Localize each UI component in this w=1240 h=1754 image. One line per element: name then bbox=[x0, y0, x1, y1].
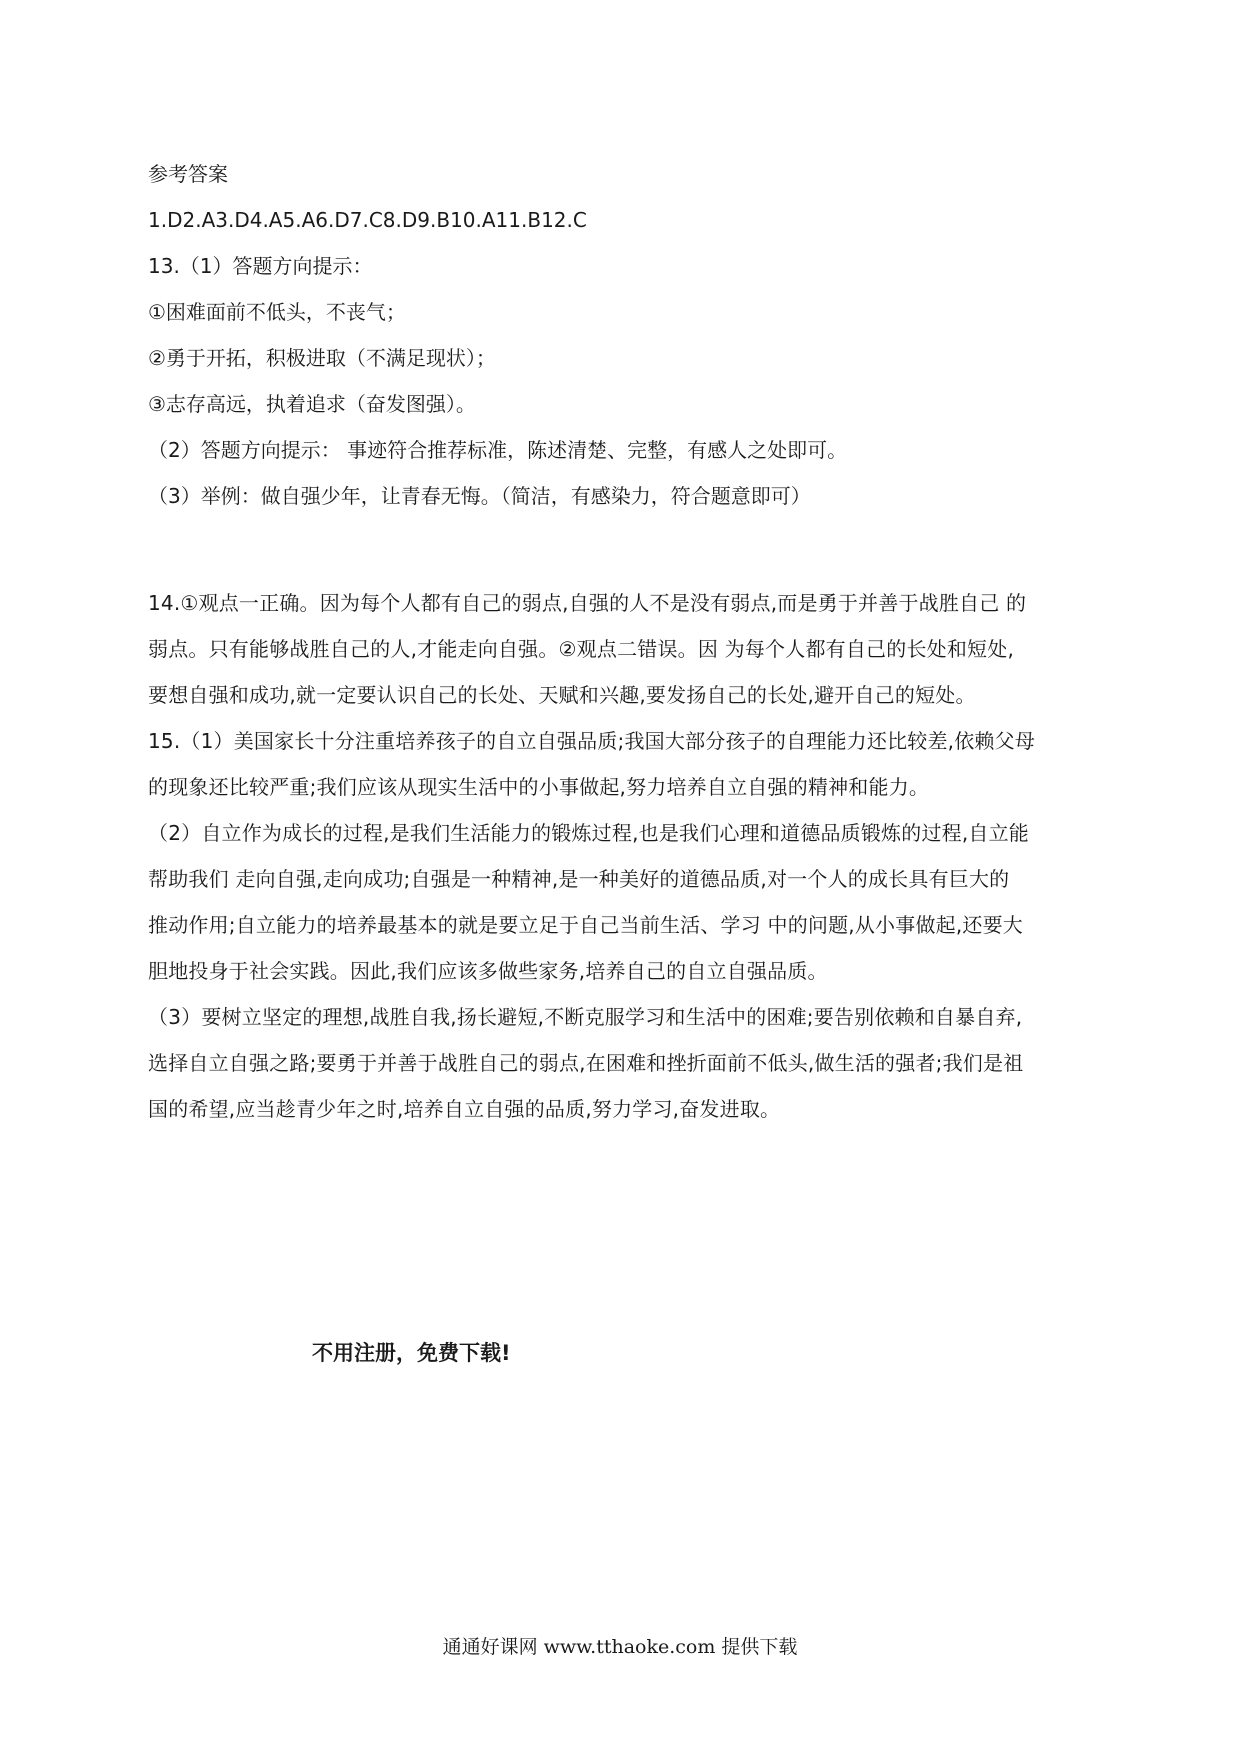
q15-part3 bbox=[148, 994, 1098, 1132]
q13-item-2: ②勇于开拓，积极进取（不满足现状）； bbox=[148, 346, 496, 370]
q15-line: 推动作用;自立能力的培养最基本的就是要立足于自己当前生活、学习 中的问题,从小事做起,还要大 bbox=[148, 913, 1024, 937]
q15-line: 国的希望,应当趁青少年之时,培养自立自强的品质,努力学习,奋发进取。 bbox=[148, 1097, 781, 1121]
q15-part1 bbox=[148, 718, 1098, 810]
q15-line: 15.（1）美国家长十分注重培养孩子的自立自强品质;我国大部分孩子的自理能力还比较差,依赖父母 bbox=[148, 729, 1036, 753]
q14-line: 14.①观点一正确。因为每个人都有自己的弱点,自强的人不是没有弱点,而是勇于并善于战胜自己 的 bbox=[148, 591, 1027, 615]
q15-line: （2）自立作为成长的过程,是我们生活能力的锻炼过程,也是我们心理和道德品质锻炼的过程,自立能 bbox=[148, 821, 1029, 845]
q15-part2 bbox=[148, 810, 1098, 994]
q13-item-1: ①困难面前不低头，不丧气； bbox=[148, 300, 406, 324]
q15-line: （3）要树立坚定的理想,战胜自我,扬长避短,不断克服学习和生活中的困难;要告别依赖和自暴自弃, bbox=[148, 1005, 1023, 1029]
q14-answer bbox=[148, 580, 1098, 718]
q15-line: 胆地投身于社会实践。因此,我们应该多做些家务,培养自己的自立自强品质。 bbox=[148, 959, 828, 983]
multiple-choice-answers: 1.D2.A3.D4.A5.A6.D7.C8.D9.B10.A11.B12.C bbox=[148, 208, 587, 232]
q14-line: 弱点。只有能够战胜自己的人,才能走向自强。②观点二错误。因 为每个人都有自己的长处和短处, bbox=[148, 637, 1015, 661]
q13-part1-title: 13.（1）答题方向提示： bbox=[148, 254, 373, 278]
q15-line: 的现象还比较严重;我们应该从现实生活中的小事做起,努力培养自立自强的精神和能力。 bbox=[148, 775, 930, 799]
q13-item-3: ③志存高远，执着追求（奋发图强）。 bbox=[148, 392, 476, 416]
q14-line: 要想自强和成功,就一定要认识自己的长处、天赋和兴趣,要发扬自己的长处,避开自己的短处。 bbox=[148, 683, 976, 707]
footer-text: 通通好课网 www.tthaoke.com 提供下载 bbox=[442, 1636, 798, 1658]
answers-heading: 参考答案 bbox=[148, 162, 228, 186]
q13-part2: （2）答题方向提示： 事迹符合推荐标准，陈述清楚、完整，有感人之处即可。 bbox=[148, 438, 848, 462]
promo-text: 不用注册，免费下载! bbox=[312, 1341, 511, 1365]
q15-line: 帮助我们 走向自强,走向成功;自强是一种精神,是一种美好的道德品质,对一个人的成长具有巨大的 bbox=[148, 867, 1010, 891]
q13-part3: （3）举例：做自强少年，让青春无悔。（简洁，有感染力，符合题意即可） bbox=[148, 484, 811, 508]
q15-line: 选择自立自强之路;要勇于并善于战胜自己的弱点,在困难和挫折面前不低头,做生活的强者;我们是祖 bbox=[148, 1051, 1024, 1075]
